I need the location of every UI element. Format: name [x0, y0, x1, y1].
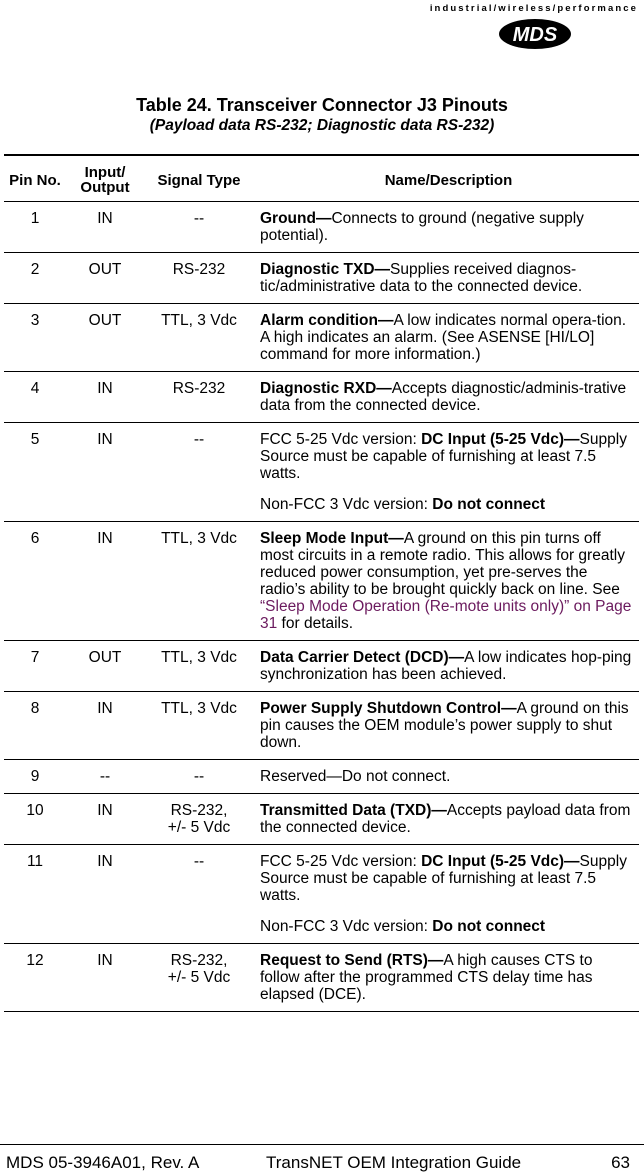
- pin-desc-text: A low indicates normal opera-tion. A high indicates an alarm. (See ASENSE [HI/LO] command for more information.): [260, 312, 627, 363]
- version-prefix: Non-FCC 3 Vdc version:: [260, 496, 433, 513]
- pinout-table: [4, 154, 639, 1012]
- signal-type: [144, 794, 254, 845]
- pin-name: DC Input (5-25 Vdc)—: [421, 431, 580, 448]
- signal-type-line2: +/- 5 Vdc: [167, 819, 231, 836]
- non-fcc-version-text: [260, 918, 636, 935]
- pin-description: [254, 304, 639, 372]
- pin-description: [254, 794, 639, 845]
- signal-type: TTL, 3 Vdc: [144, 692, 254, 760]
- signal-type: TTL, 3 Vdc: [144, 304, 254, 372]
- do-not-connect-label: Do not connect: [432, 918, 546, 935]
- signal-type: --: [144, 760, 254, 794]
- pin-name: Diagnostic TXD—: [260, 261, 391, 278]
- signal-type-line1: RS-232,: [170, 952, 228, 969]
- io-direction: IN: [66, 944, 144, 1012]
- pin-number: 1: [4, 202, 66, 253]
- pin-desc-text: Supply Source must be capable of furnishing at least 7.5 watts.: [260, 431, 627, 482]
- signal-type-line1: RS-232,: [170, 802, 228, 819]
- fcc-version-text: [260, 431, 636, 482]
- pin-description: [254, 202, 639, 253]
- io-direction: IN: [66, 423, 144, 522]
- do-not-connect-label: Do not connect: [432, 496, 546, 513]
- pin-name: Request to Send (RTS)—: [260, 952, 444, 969]
- pin-description: [254, 372, 639, 423]
- pin-description: [254, 944, 639, 1012]
- pin-number: 7: [4, 641, 66, 692]
- pin-number: 10: [4, 794, 66, 845]
- signal-type: RS-232: [144, 253, 254, 304]
- pin-number: 8: [4, 692, 66, 760]
- version-prefix: Non-FCC 3 Vdc version:: [260, 918, 433, 935]
- pin-number: 9: [4, 760, 66, 794]
- signal-type-line2: +/- 5 Vdc: [167, 969, 231, 986]
- signal-type: [144, 944, 254, 1012]
- guide-title: TransNET OEM Integration Guide: [266, 1153, 522, 1172]
- signal-type: --: [144, 845, 254, 944]
- pin-number: 11: [4, 845, 66, 944]
- pin-desc-text: Accepts diagnostic/adminis-trative data from the connected device.: [260, 380, 627, 414]
- pin-description: [254, 641, 639, 692]
- document-id: MDS 05-3946A01, Rev. A: [6, 1153, 200, 1172]
- pin-description: [254, 253, 639, 304]
- io-direction: --: [66, 760, 144, 794]
- header-io: Input/ Output: [66, 155, 144, 202]
- pin-desc-text: Connects to ground (negative supply potential).: [260, 210, 584, 244]
- pin-description: [254, 692, 639, 760]
- page-footer: [0, 1144, 644, 1172]
- pin-name: Transmitted Data (TXD)—: [260, 802, 447, 819]
- table-row: [4, 692, 639, 760]
- io-direction: IN: [66, 522, 144, 641]
- table-row: [4, 794, 639, 845]
- header-description: Name/Description: [254, 155, 639, 202]
- svg-text:MDS: MDS: [512, 24, 558, 46]
- table-row: [4, 372, 639, 423]
- sleep-mode-cross-reference-link[interactable]: “Sleep Mode Operation (Re-mote units only)” on Page 31: [260, 598, 632, 632]
- io-direction: OUT: [66, 641, 144, 692]
- io-direction: OUT: [66, 253, 144, 304]
- pin-description: Reserved—Do not connect.: [254, 760, 639, 794]
- io-direction: OUT: [66, 304, 144, 372]
- table-row: [4, 944, 639, 1012]
- signal-type: RS-232: [144, 372, 254, 423]
- table-row: [4, 522, 639, 641]
- pin-name: DC Input (5-25 Vdc)—: [421, 853, 580, 870]
- version-prefix: FCC 5-25 Vdc version:: [260, 431, 422, 448]
- signal-type: --: [144, 423, 254, 522]
- signal-type: TTL, 3 Vdc: [144, 641, 254, 692]
- pin-description: [254, 845, 639, 944]
- pin-number: 4: [4, 372, 66, 423]
- io-direction: IN: [66, 372, 144, 423]
- pin-number: 6: [4, 522, 66, 641]
- brand-tagline: industrial/wireless/performance: [429, 3, 638, 14]
- io-direction: IN: [66, 202, 144, 253]
- pin-desc-text: A low indicates hop-ping synchronization has been achieved.: [260, 649, 632, 683]
- pin-desc-text: A high causes CTS to follow after the programmed CTS delay time has elapsed (DCE).: [260, 952, 593, 1003]
- pin-desc-text: A ground on this pin turns off most circuits in a remote radio. This allows for greatly reduced power consumption, yet pre-serves the radio’s ability to be brought quickly back on line. See: [260, 530, 625, 598]
- pin-name: Ground—: [260, 210, 332, 227]
- fcc-version-text: [260, 853, 636, 904]
- io-direction: IN: [66, 692, 144, 760]
- pin-name: Data Carrier Detect (DCD)—: [260, 649, 465, 666]
- table-row: [4, 845, 639, 944]
- pin-description: [254, 423, 639, 522]
- pin-name: Sleep Mode Input—: [260, 530, 404, 547]
- pin-name: Power Supply Shutdown Control—: [260, 700, 517, 717]
- page-number: 63: [611, 1153, 630, 1172]
- non-fcc-version-text: [260, 496, 636, 513]
- table-header-row: [4, 155, 639, 202]
- pin-number: 5: [4, 423, 66, 522]
- table-subtitle: (Payload data RS-232; Diagnostic data RS-232): [149, 117, 495, 134]
- pin-desc-tail: for details.: [277, 615, 354, 632]
- table-row: [4, 641, 639, 692]
- pin-desc-text: Supply Source must be capable of furnishing at least 7.5 watts.: [260, 853, 627, 904]
- signal-type: --: [144, 202, 254, 253]
- version-prefix: FCC 5-25 Vdc version:: [260, 853, 422, 870]
- pin-name: Alarm condition—: [260, 312, 394, 329]
- table-row: [4, 304, 639, 372]
- pin-desc-text: Accepts payload data from the connected device.: [260, 802, 631, 836]
- mds-logo: [498, 17, 572, 51]
- signal-type: TTL, 3 Vdc: [144, 522, 254, 641]
- table-title: Table 24. Transceiver Connector J3 Pinouts: [136, 95, 508, 115]
- io-direction: IN: [66, 845, 144, 944]
- pin-number: 12: [4, 944, 66, 1012]
- table-row: [4, 423, 639, 522]
- table-row: [4, 760, 639, 794]
- table-row: [4, 253, 639, 304]
- header-pin: Pin No.: [4, 155, 66, 202]
- io-direction: IN: [66, 794, 144, 845]
- table-caption: [0, 95, 644, 135]
- pin-number: 3: [4, 304, 66, 372]
- pin-desc-text: A ground on this pin causes the OEM module’s power supply to shut down.: [260, 700, 629, 751]
- pin-number: 2: [4, 253, 66, 304]
- header-signal: Signal Type: [144, 155, 254, 202]
- pin-name: Diagnostic RXD—: [260, 380, 392, 397]
- pin-desc-text: Supplies received diagnos-tic/administrative data to the connected device.: [260, 261, 583, 295]
- pin-description: [254, 522, 639, 641]
- table-row: [4, 202, 639, 253]
